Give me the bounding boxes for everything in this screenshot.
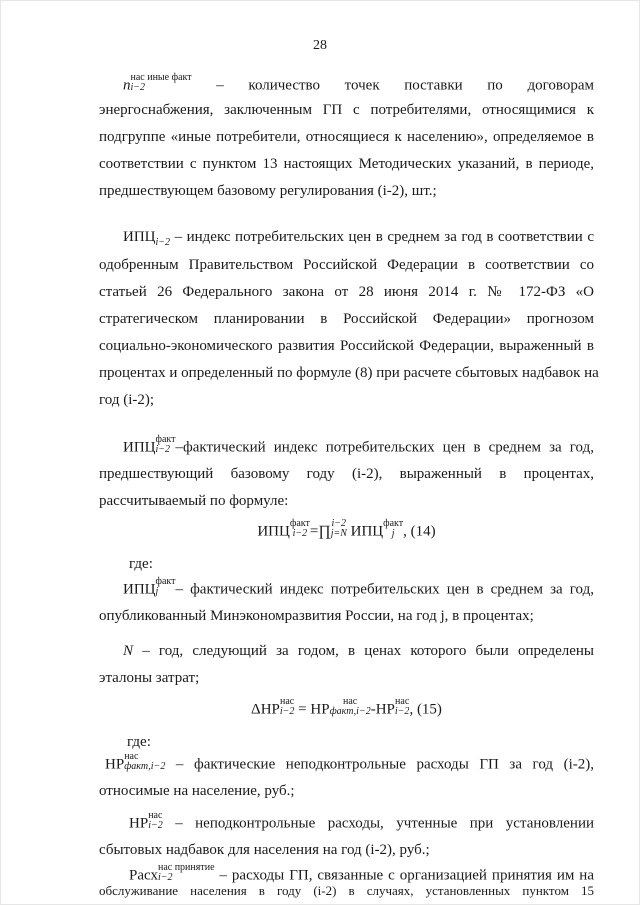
text-line: соответствии с пунктом 13 настоящих Методических указаний, в периоде, [99, 156, 594, 172]
text-line: одобренным Правительством Российской Федерации в соответствии со [99, 257, 594, 273]
text-line: подгруппе «иные потребители, относящиеся к населению», определяемое в [99, 129, 594, 145]
text-line [99, 890, 594, 891]
text-line: предшествующий базовому году (i-2), выраженный в процентах, [99, 466, 594, 482]
text-line: социально-экономического развития Российской Федерации, выраженный в [99, 338, 594, 354]
definition-ipc-fact-j-line1: ИПЦ факт j – фактический индекс потребительских цен в среднем за год, [123, 580, 594, 600]
definition-rasx-line1: Расх нас принятие i−2 – расходы ГП, связанные с организацией принятия им на [129, 866, 594, 886]
symbol-ipc-fact-j: ИПЦ факт j [123, 576, 176, 598]
definition-n-line1: n нас иные факт i−2 – количество точек поставки по договорам [123, 76, 594, 96]
text-line: опубликованный Минэкономразвития России, на год j, в процентах; [99, 608, 534, 624]
text-line: процентах и определенный по формуле (8) при расчете сбытовых надбавок на [99, 365, 599, 381]
symbol-nr-fact: НР нас факт,i−2 [105, 751, 166, 773]
formula-15: ΔНР нас i−2 = НР нас факт,i−2 -НР нас i−2 , (15) [251, 696, 442, 718]
text-line: относимые на население, руб.; [99, 783, 295, 799]
text-line: обслуживание населения в году (i-2) в случаях, установленных пунктом 15 [99, 883, 594, 898]
symbol-ipc-fact-i-2: ИПЦ факт i−2 [123, 434, 176, 456]
text-line: сбытовых надбавок для населения на год (i-2), руб.; [99, 842, 430, 858]
product-symbol: ∏ [318, 523, 331, 540]
definition-ipc-line1: $ИПЦ_{i-2}$ – индекс потребительских цен в среднем за год в соответствии с [123, 229, 594, 248]
text-line: рассчитываемый по формуле: [99, 493, 289, 509]
text-line: предшествующем базовому регулирования (i-2), шт.; [99, 183, 437, 199]
where-label: где: [127, 734, 151, 750]
definition-ipc-fact-line1: ИПЦ факт i−2 –фактический индекс потребительских цен в среднем за год, [123, 438, 594, 458]
symbol-nr-i-2: НР нас i−2 [129, 810, 163, 832]
symbol-N: N [123, 643, 134, 659]
definition-n-year-line1: N – год, следующий за годом, в ценах которого были определены [123, 643, 594, 659]
formula-label: , (14) [403, 523, 436, 540]
formula-14: ИПЦ факт i−2 =∏ i−2 j=N ИПЦ факт j , (14) [257, 518, 436, 540]
symbol-n-i-2: n нас иные факт i−2 [123, 72, 192, 94]
formula-label: , (15) [409, 701, 442, 718]
text-line: эталоны затрат; [99, 670, 200, 686]
text-line: год (i-2); [99, 392, 155, 408]
text-line: стратегическом планировании в Российской Федерации» прогнозом [99, 311, 594, 327]
symbol-rasx: Расх нас принятие i−2 [129, 862, 215, 884]
definition-nr-fact-line1: НР нас факт,i−2 – фактические неподконтрольные расходы ГП за год (i-2), [105, 755, 594, 775]
definition-nr-line1: НР нас i−2 – неподконтрольные расходы, учтенные при установлении [129, 814, 594, 834]
text-line: энергоснабжения, заключенным ГП с потребителями, относящимися к [99, 102, 594, 118]
text-line: статьей 26 Федерального закона от 28 июня 2014 г. № 172-ФЗ «О [99, 284, 594, 300]
where-label: где: [129, 556, 153, 572]
symbol-ipc-i-2: $ИПЦ_{i-2}$ [123, 229, 171, 248]
page-number: 28 [313, 38, 327, 53]
